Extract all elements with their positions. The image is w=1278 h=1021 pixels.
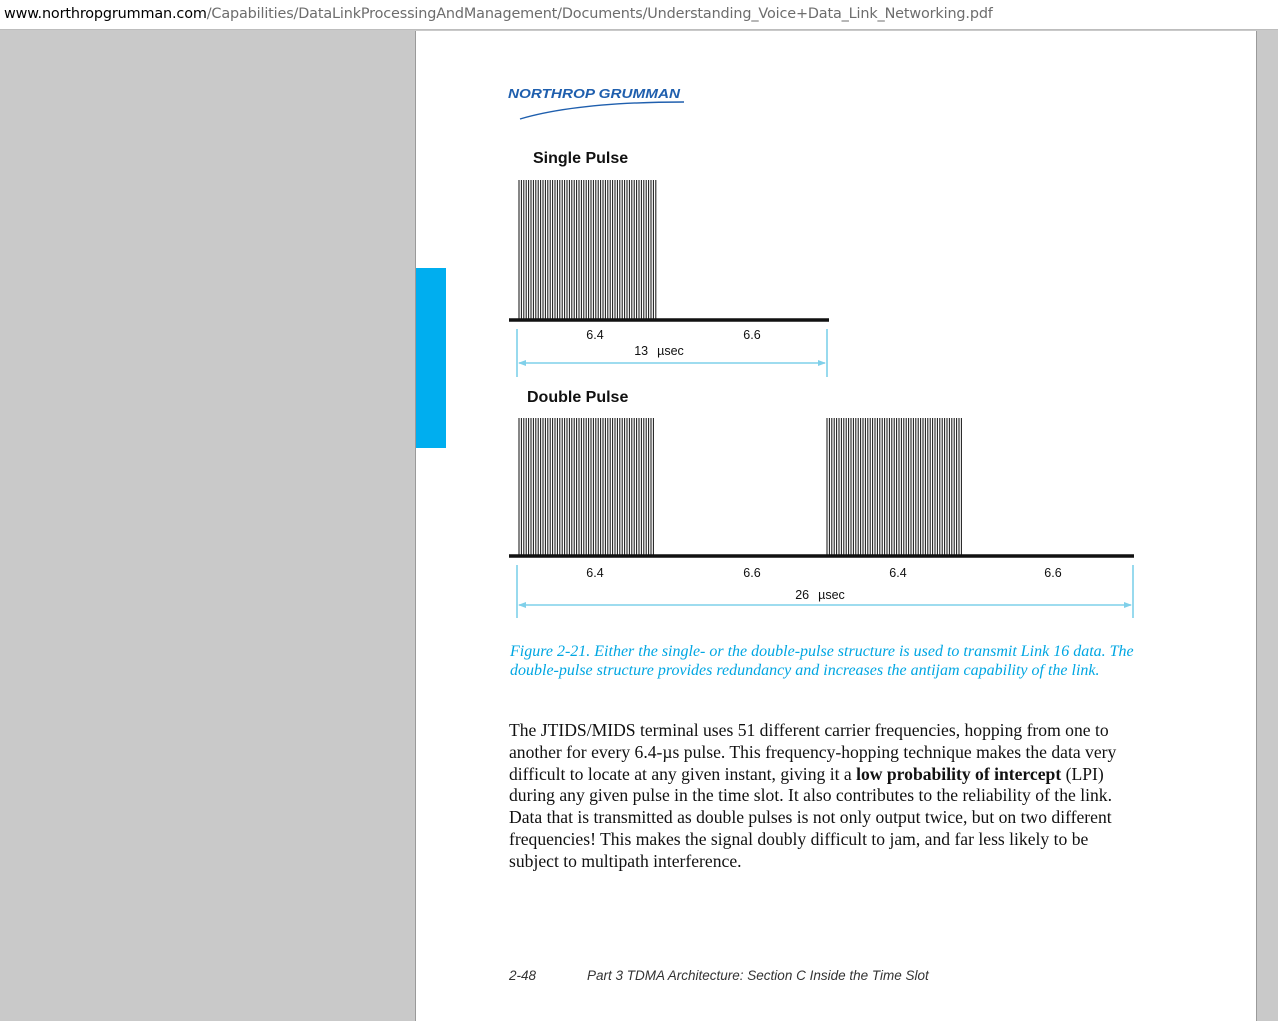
paragraph-text-2: (LPI) during any given pulse in the time slot. It also contributes to the reliability of the link. Data that is transmitted as double pulses is not only output twice, but on two different frequencies! This makes the signal doubly difficult to jam, and far less likely to be subject to multipath interference. xyxy=(509,763,1112,871)
single-segment-label-2: 6.6 xyxy=(743,328,761,342)
double-segment-label-2: 6.6 xyxy=(743,566,761,580)
paragraph-bold-term: low probability of intercept xyxy=(856,763,1062,784)
body-paragraph xyxy=(509,720,1139,873)
double-pulse-waveform-1 xyxy=(519,418,653,555)
single-total-label xyxy=(634,344,684,358)
double-segment-label-4: 6.6 xyxy=(1044,566,1062,580)
double-total-value: 26 xyxy=(795,588,810,602)
url-path: /Capabilities/DataLinkProcessingAndManagement/Documents/Understanding_Voice+Data_Link_Networking.pdf xyxy=(206,6,993,22)
logo-wordmark: NORTHROP GRUMMAN xyxy=(508,86,681,101)
single-dim-arrowhead-right xyxy=(818,360,826,366)
double-dim-arrowhead-left xyxy=(518,602,526,608)
pdf-page xyxy=(415,31,1257,1021)
double-segment-label-1: 6.4 xyxy=(586,566,604,580)
double-total-unit: µsec xyxy=(818,588,845,602)
page-footer xyxy=(509,968,1209,983)
single-total-value: 13 xyxy=(634,344,649,358)
figure-caption: Figure 2-21. Either the single- or the double-pulse structure is used to transmit Link 16 data. The double-pulse structure provides redundancy and increases the antijam capability of the link. xyxy=(510,643,1134,679)
single-dim-arrowhead-left xyxy=(518,360,526,366)
double-total-label xyxy=(795,588,845,602)
url-host: www.northropgrumman.com xyxy=(4,6,207,22)
single-total-unit: µsec xyxy=(657,344,684,358)
pulse-structure-figure xyxy=(416,31,1256,651)
single-pulse-title: Single Pulse xyxy=(533,150,629,167)
footer-page-number: 2-48 xyxy=(509,968,537,983)
double-pulse-title: Double Pulse xyxy=(527,389,629,406)
address-bar[interactable] xyxy=(0,0,1278,30)
double-pulse-waveform-2 xyxy=(827,418,961,555)
footer-section-title: Part 3 TDMA Architecture: Section C Inside the Time Slot xyxy=(587,968,929,983)
paragraph-text-1: The JTIDS/MIDS terminal uses 51 different carrier frequencies, hopping from one to another for every 6.4-µs pulse. This frequency-hopping technique makes the data very difficult to locate at any given instant, giving it a xyxy=(509,720,1117,784)
double-segment-label-3: 6.4 xyxy=(889,566,907,580)
double-dim-arrowhead-right xyxy=(1124,602,1132,608)
single-segment-label-1: 6.4 xyxy=(586,328,604,342)
single-pulse-waveform xyxy=(519,180,656,319)
